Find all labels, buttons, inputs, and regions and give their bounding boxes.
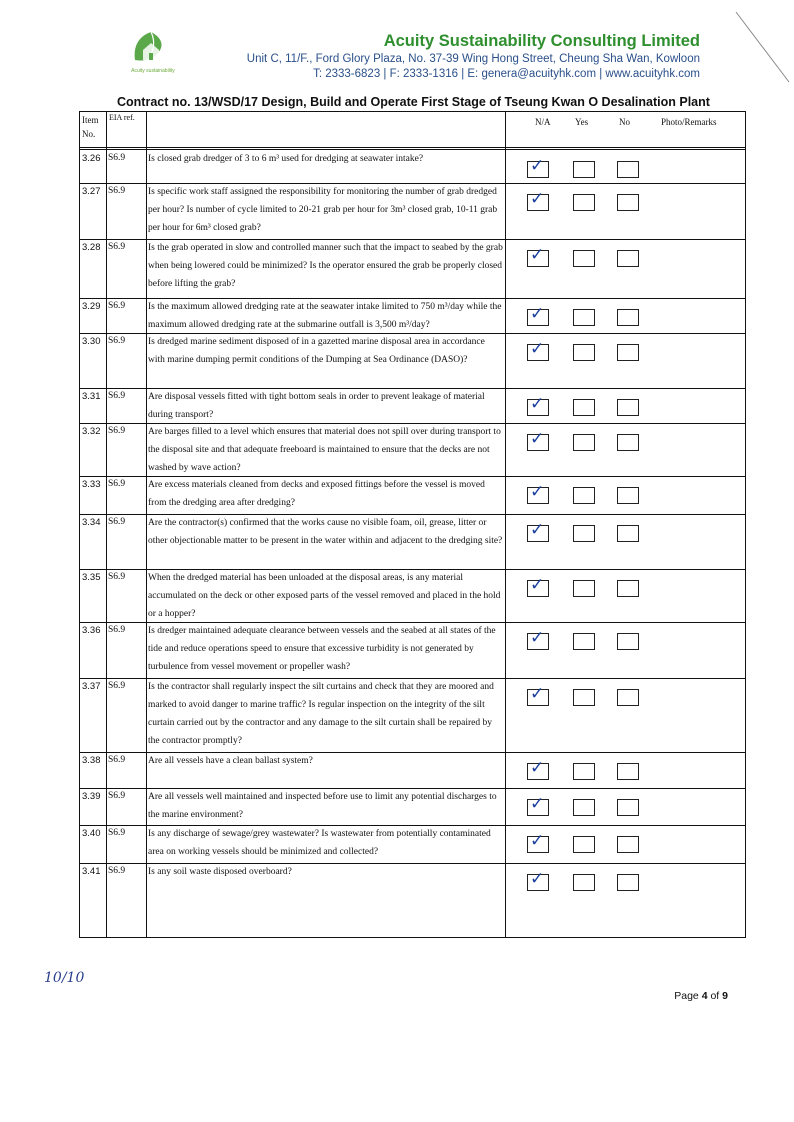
row-item-no: 3.33 bbox=[82, 479, 101, 490]
checkbox-no[interactable] bbox=[617, 836, 639, 853]
checkbox-yes[interactable] bbox=[573, 344, 595, 361]
checkbox-na[interactable] bbox=[527, 575, 549, 597]
row-question: Is dredger maintained adequate clearance between vessels and the seabed at all states of the tide and reduce operations speed to ensure that excessive turbidity is not generated by turbulence from vessel movement or propeller wash? bbox=[148, 626, 496, 672]
page-of: of bbox=[710, 990, 720, 1002]
row-eia-ref: S6.9 bbox=[108, 755, 126, 765]
checkbox-no[interactable] bbox=[617, 161, 639, 178]
checkmark-icon: ✓ bbox=[530, 245, 545, 265]
checkbox-yes[interactable] bbox=[573, 799, 595, 816]
checkbox-yes[interactable] bbox=[573, 434, 595, 451]
table-row bbox=[80, 476, 745, 514]
row-eia-ref: S6.9 bbox=[108, 866, 126, 876]
row-item-no: 3.34 bbox=[82, 517, 101, 528]
table-row bbox=[80, 514, 745, 569]
row-question: Is the contractor shall regularly inspect the silt curtains and check that they are moored and marked to avoid danger to marine traffic? Is regular inspection on the integrity of the silt curtain carried out by the contractor and any damage to the silt curtain shall be repaired by the contractor promptly? bbox=[148, 682, 494, 746]
checkmark-icon: ✓ bbox=[530, 758, 545, 778]
checkbox-yes[interactable] bbox=[573, 399, 595, 416]
logo-caption: Acuity sustainability bbox=[131, 68, 175, 74]
checkbox-no[interactable] bbox=[617, 309, 639, 326]
checkbox-no[interactable] bbox=[617, 580, 639, 597]
checkmark-icon: ✓ bbox=[530, 339, 545, 359]
checkbox-yes[interactable] bbox=[573, 309, 595, 326]
checkmark-icon: ✓ bbox=[530, 794, 545, 814]
checkbox-yes[interactable] bbox=[573, 633, 595, 650]
table-row bbox=[80, 183, 745, 239]
checkbox-na[interactable] bbox=[527, 684, 549, 706]
page-total: 9 bbox=[722, 990, 728, 1002]
checkbox-na[interactable] bbox=[527, 189, 549, 211]
checkbox-yes[interactable] bbox=[573, 689, 595, 706]
row-question: Is any soil waste disposed overboard? bbox=[148, 867, 292, 877]
checkbox-na[interactable] bbox=[527, 520, 549, 542]
checkbox-na[interactable] bbox=[527, 758, 549, 780]
checkbox-yes[interactable] bbox=[573, 487, 595, 504]
company-name: Acuity Sustainability Consulting Limited bbox=[383, 32, 700, 50]
checkbox-yes[interactable] bbox=[573, 525, 595, 542]
row-eia-ref: S6.9 bbox=[108, 336, 126, 346]
row-item-no: 3.36 bbox=[82, 625, 101, 636]
header-yes: Yes bbox=[575, 117, 589, 127]
table-row bbox=[80, 150, 745, 183]
row-item-no: 3.35 bbox=[82, 572, 101, 583]
checkbox-yes[interactable] bbox=[573, 836, 595, 853]
checkbox-no[interactable] bbox=[617, 633, 639, 650]
checkbox-no[interactable] bbox=[617, 799, 639, 816]
checkmark-icon: ✓ bbox=[530, 628, 545, 648]
checkbox-na[interactable] bbox=[527, 482, 549, 504]
row-question: When the dredged material has been unloaded at the disposal areas, is any material accumulated on the deck or other exposed parts of the vessel removed and placed in the hold or a hopper? bbox=[148, 573, 501, 619]
checkbox-no[interactable] bbox=[617, 434, 639, 451]
checkbox-na[interactable] bbox=[527, 831, 549, 853]
row-question: Are barges filled to a level which ensures that material does not spill over during transport to the disposal site and that adequate freeboard is maintained to ensure that the decks are not washed by wave action? bbox=[148, 427, 501, 473]
checkbox-na[interactable] bbox=[527, 339, 549, 361]
checkbox-no[interactable] bbox=[617, 689, 639, 706]
row-question: Are excess materials cleaned from decks and exposed fittings before the vessel is moved from the dredging area after dredging? bbox=[148, 480, 485, 508]
table-row bbox=[80, 622, 745, 678]
handwritten-score: 10/10 bbox=[44, 970, 85, 986]
row-question: Is the maximum allowed dredging rate at the seawater intake limited to 750 m³/day while the maximum allowed dredging rate at the submarine outfall is 3,500 m³/day? bbox=[148, 302, 502, 330]
checkmark-icon: ✓ bbox=[530, 394, 545, 414]
table-row bbox=[80, 825, 745, 863]
table-row bbox=[80, 863, 745, 939]
table-row bbox=[80, 752, 745, 788]
contract-title: Contract no. 13/WSD/17 Design, Build and Operate First Stage of Tseung Kwan O Desalination Plant bbox=[117, 95, 710, 109]
checkbox-yes[interactable] bbox=[573, 194, 595, 211]
row-item-no: 3.32 bbox=[82, 426, 101, 437]
checkbox-na[interactable] bbox=[527, 429, 549, 451]
checklist-table bbox=[79, 111, 746, 938]
row-eia-ref: S6.9 bbox=[108, 681, 126, 691]
row-item-no: 3.40 bbox=[82, 828, 101, 839]
checkmark-icon: ✓ bbox=[530, 482, 545, 502]
header-no: No bbox=[619, 117, 630, 127]
row-question: Is closed grab dredger of 3 to 6 m³ used for dredging at seawater intake? bbox=[148, 154, 424, 164]
checkbox-no[interactable] bbox=[617, 344, 639, 361]
row-eia-ref: S6.9 bbox=[108, 186, 126, 196]
row-eia-ref: S6.9 bbox=[108, 426, 126, 436]
row-eia-ref: S6.9 bbox=[108, 153, 126, 163]
header-photo-remarks: Photo/Remarks bbox=[661, 117, 717, 127]
checkmark-icon: ✓ bbox=[530, 429, 545, 449]
checkmark-icon: ✓ bbox=[530, 189, 545, 209]
checkbox-no[interactable] bbox=[617, 525, 639, 542]
row-question: Are all vessels well maintained and inspected before use to limit any potential discharges to the marine environment? bbox=[148, 792, 497, 820]
row-item-no: 3.27 bbox=[82, 186, 101, 197]
row-question: Is any discharge of sewage/grey wastewater? Is wastewater from potentially contaminated area on working vessels should be minimized and collected? bbox=[148, 829, 491, 857]
checkbox-na[interactable] bbox=[527, 628, 549, 650]
checkbox-na[interactable] bbox=[527, 304, 549, 326]
row-item-no: 3.28 bbox=[82, 242, 101, 253]
checkbox-na[interactable] bbox=[527, 794, 549, 816]
row-item-no: 3.29 bbox=[82, 301, 101, 312]
row-eia-ref: S6.9 bbox=[108, 242, 126, 252]
row-item-no: 3.39 bbox=[82, 791, 101, 802]
checkbox-na[interactable] bbox=[527, 245, 549, 267]
table-row bbox=[80, 388, 745, 423]
checkbox-no[interactable] bbox=[617, 874, 639, 891]
checkbox-no[interactable] bbox=[617, 487, 639, 504]
checkbox-no[interactable] bbox=[617, 399, 639, 416]
table-row bbox=[80, 239, 745, 298]
checkbox-no[interactable] bbox=[617, 763, 639, 780]
row-eia-ref: S6.9 bbox=[108, 791, 126, 801]
checkbox-yes[interactable] bbox=[573, 763, 595, 780]
table-row bbox=[80, 298, 745, 333]
leaf-house-icon bbox=[125, 28, 177, 68]
row-eia-ref: S6.9 bbox=[108, 517, 126, 527]
table-row bbox=[80, 569, 745, 622]
checkbox-no[interactable] bbox=[617, 194, 639, 211]
row-eia-ref: S6.9 bbox=[108, 479, 126, 489]
table-row bbox=[80, 788, 745, 825]
checkbox-no[interactable] bbox=[617, 250, 639, 267]
row-item-no: 3.31 bbox=[82, 391, 101, 402]
row-eia-ref: S6.9 bbox=[108, 828, 126, 838]
row-question: Is the grab operated in slow and controlled manner such that the impact to seabed by the grab when being lowered could be minimized? Is the operator ensured the grab be properly closed before lifting the grab? bbox=[148, 243, 503, 289]
page-current: 4 bbox=[701, 990, 708, 1002]
checkmark-icon: ✓ bbox=[530, 831, 545, 851]
checkbox-yes[interactable] bbox=[573, 874, 595, 891]
row-question: Are all vessels have a clean ballast system? bbox=[148, 756, 313, 766]
checkmark-icon: ✓ bbox=[530, 684, 545, 704]
scan-edge-mark bbox=[734, 10, 794, 85]
row-eia-ref: S6.9 bbox=[108, 301, 126, 311]
checkmark-icon: ✓ bbox=[530, 304, 545, 324]
row-eia-ref: S6.9 bbox=[108, 625, 126, 635]
row-item-no: 3.38 bbox=[82, 755, 101, 766]
company-logo bbox=[125, 28, 177, 82]
checkmark-icon: ✓ bbox=[530, 869, 545, 889]
row-item-no: 3.30 bbox=[82, 336, 101, 347]
table-row bbox=[80, 423, 745, 476]
row-eia-ref: S6.9 bbox=[108, 391, 126, 401]
row-item-no: 3.37 bbox=[82, 681, 101, 692]
page-prefix: Page bbox=[674, 990, 699, 1002]
checkbox-yes[interactable] bbox=[573, 250, 595, 267]
checkbox-na[interactable] bbox=[527, 394, 549, 416]
checkmark-icon: ✓ bbox=[530, 575, 545, 595]
table-row bbox=[80, 678, 745, 752]
checkmark-icon: ✓ bbox=[530, 520, 545, 540]
checkbox-yes[interactable] bbox=[573, 580, 595, 597]
checkbox-na[interactable] bbox=[527, 869, 549, 891]
checkbox-na[interactable] bbox=[527, 156, 549, 178]
row-question: Are the contractor(s) confirmed that the works cause no visible foam, oil, grease, litter or other objectionable matter to be present in the water within and adjacent to the dredging site? bbox=[148, 518, 503, 546]
company-address: Unit C, 11/F., Ford Glory Plaza, No. 37-39 Wing Hong Street, Cheung Sha Wan, Kowloon bbox=[246, 53, 700, 65]
row-eia-ref: S6.9 bbox=[108, 572, 126, 582]
company-contact: T: 2333-6823 | F: 2333-1316 | E: genera@acuityhk.com | www.acuityhk.com bbox=[313, 68, 700, 80]
row-question: Is specific work staff assigned the responsibility for monitoring the number of grab dredged per hour? Is number of cycle limited to 20-21 grab per hour for 3m³ closed grab, 10-11 grab per hour for 6m³ closed grab? bbox=[148, 187, 498, 233]
checkmark-icon: ✓ bbox=[530, 156, 545, 176]
table-row bbox=[80, 333, 745, 388]
page-number bbox=[674, 990, 728, 1002]
letterhead bbox=[125, 22, 700, 84]
header-item-no: Item No. bbox=[82, 115, 99, 139]
header-na: N/A bbox=[535, 117, 551, 127]
header-eia-ref: EIA ref. bbox=[109, 113, 135, 122]
checkbox-yes[interactable] bbox=[573, 161, 595, 178]
row-question: Are disposal vessels fitted with tight bottom seals in order to prevent leakage of material during transport? bbox=[148, 392, 485, 420]
row-item-no: 3.41 bbox=[82, 866, 101, 877]
row-question: Is dredged marine sediment disposed of in a gazetted marine disposal area in accordance with marine dumping permit conditions of the Dumping at Sea Ordinance (DASO)? bbox=[148, 337, 485, 365]
row-item-no: 3.26 bbox=[82, 153, 101, 164]
